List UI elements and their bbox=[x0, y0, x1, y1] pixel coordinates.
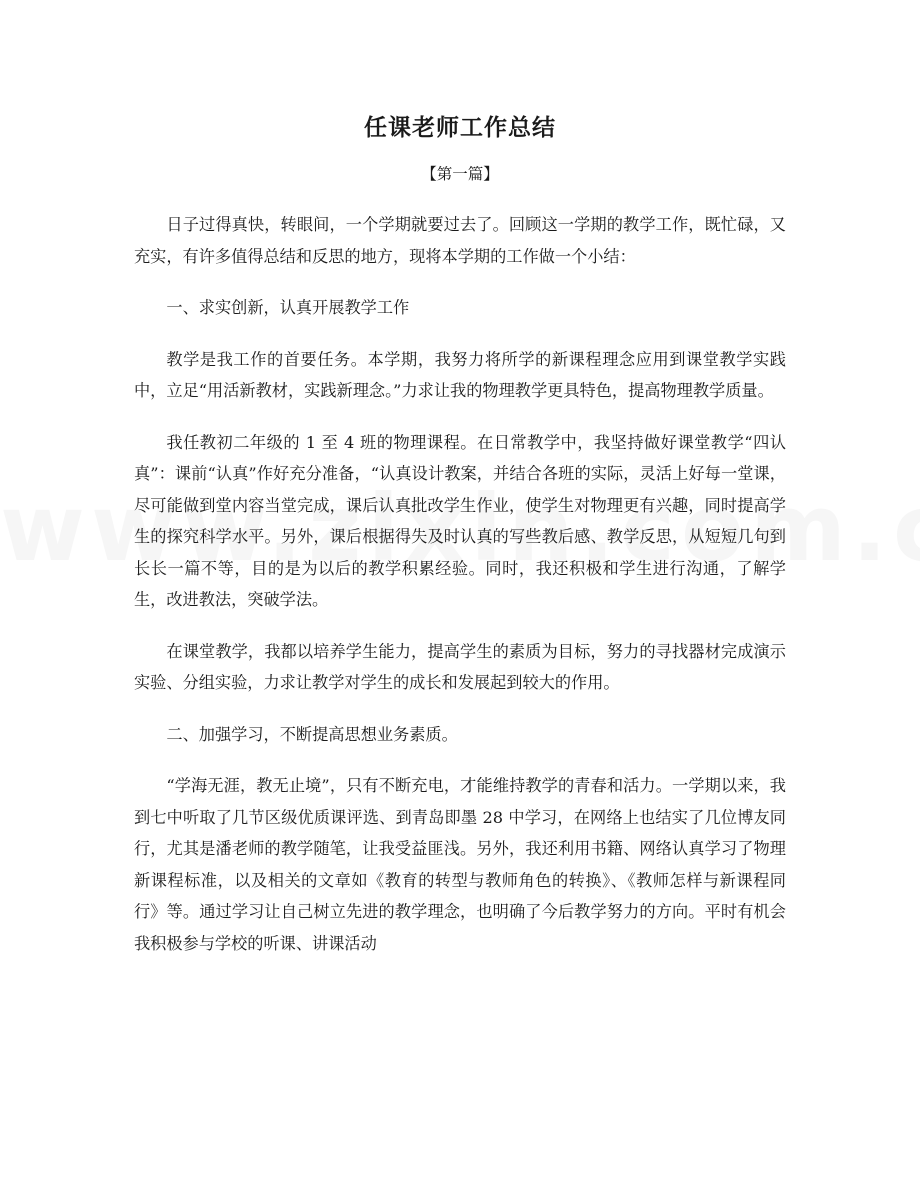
paragraph-continuous-learning: “学海无涯，教无止境”，只有不断充电，才能维持教学的青春和活力。一学期以来，我到七中听取了几节区级优质课评选、到青岛即墨 28 中学习，在网络上也结实了几位博友同行，尤其是潘老师的教学随笔，让我受益匪浅。另外，我还利用书籍、网络认真学习了物理新课程标准，以及相关的文章如《教育的转型与教师角色的转换》、《教师怎样与新课程同行》等。通过学习让自己树立先进的教学理念，也明确了今后教学努力的方向。平时有机会我积极参与学校的听课、讲课活动 bbox=[134, 776, 786, 953]
paragraph-physics-classes: 我任教初二年级的 1 至 4 班的物理课程。在日常教学中，我坚持做好课堂教学“四认真”：课前“认真”作好充分准备，“认真设计教案，并结合各班的实际，灵活上好每一堂课，尽可能做到堂内容当堂完成，课后认真批改学生作业，使学生对物理更有兴趣，同时提高学生的探究科学水平。另外，课后根据得失及时认真的写些教后感、教学反思，从短短几句到长长一篇不等，目的是为以后的教学积累经验。同时，我还积极和学生进行沟通，了解学生，改进教法，突破学法。 bbox=[134, 432, 786, 609]
paragraph-intro: 日子过得真快，转眼间，一个学期就要过去了。回顾这一学期的教学工作，既忙碌，又充实，有许多值得总结和反思的地方，现将本学期的工作做一个小结： bbox=[134, 215, 786, 266]
document-title: 任课老师工作总结 bbox=[364, 114, 556, 141]
section-heading-1: 一、求实创新，认真开展教学工作 bbox=[166, 298, 410, 317]
paragraph-classroom-goals: 在课堂教学，我都以培养学生能力，提高学生的素质为目标，努力的寻找器材完成演示实验、分组实验，力求让教学对学生的成长和发展起到较大的作用。 bbox=[134, 641, 786, 692]
section-marker: 【第一篇】 bbox=[421, 165, 499, 183]
paragraph-teaching-task: 教学是我工作的首要任务。本学期，我努力将所学的新课程理念应用到课堂教学实践中，立足“用活新教材，实践新理念。”力求让我的物理教学更具特色，提高物理教学质量。 bbox=[134, 349, 786, 400]
document-body bbox=[134, 209, 786, 959]
section-heading-2: 二、加强学习，不断提高思想业务素质。 bbox=[166, 724, 458, 744]
